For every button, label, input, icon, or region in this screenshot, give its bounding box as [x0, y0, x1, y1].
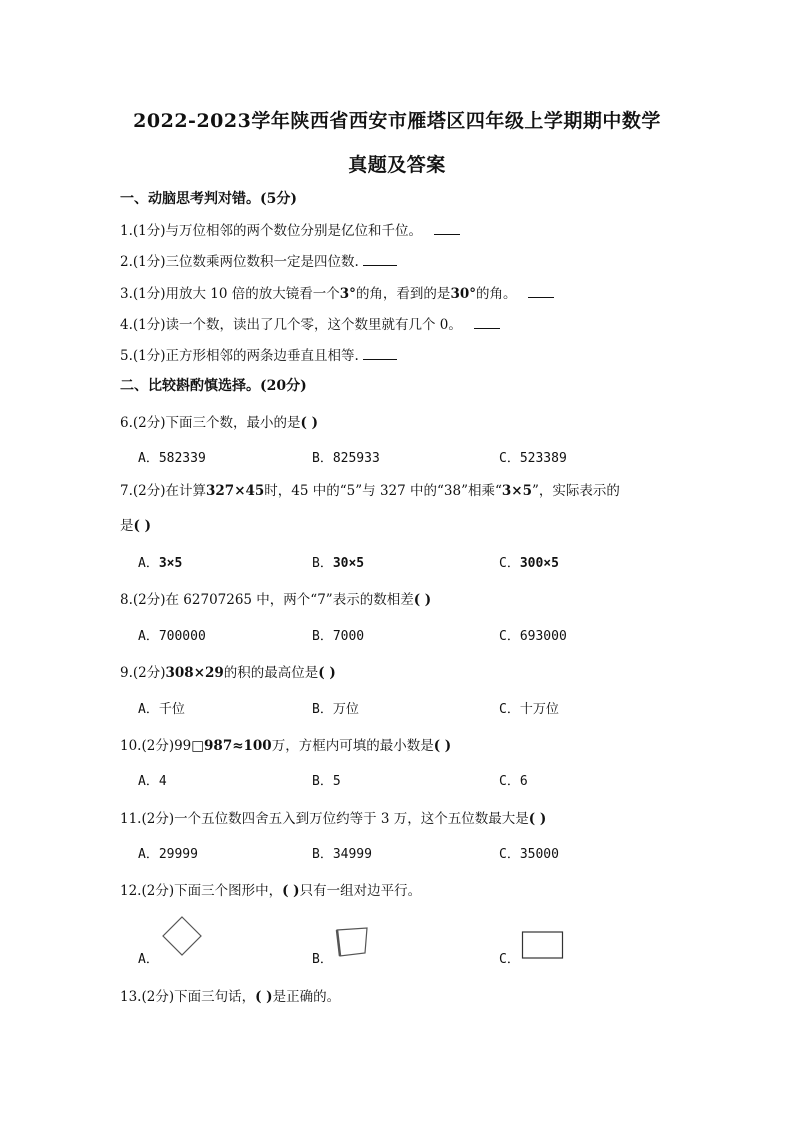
answer-parentheses[interactable]: ( )	[413, 592, 432, 608]
question-text: 在计算	[165, 483, 207, 499]
question-number: 1.(1分)	[120, 223, 166, 239]
question-10	[120, 734, 451, 754]
answer-parentheses[interactable]: ( )	[133, 518, 151, 534]
angle-value: 30°	[450, 286, 476, 302]
option-b[interactable]: B．7000	[312, 629, 365, 644]
answer-parentheses[interactable]: ( )	[528, 811, 547, 827]
trapezoid-figure[interactable]	[334, 926, 370, 960]
option-c[interactable]: C．6	[499, 774, 528, 789]
option-a[interactable]: A．582339	[138, 451, 206, 466]
question-text: 是	[120, 518, 134, 534]
question-text: 正方形相邻的两条边垂直且相等.	[165, 348, 359, 364]
option-letter: C．	[499, 556, 520, 571]
document-subtitle: 真题及答案	[348, 154, 446, 176]
question-number: 4.(1分)	[120, 317, 166, 333]
question-text: 时，45 中的“5”与 327 中的“38”相乘“	[264, 483, 502, 499]
option-b[interactable]: B．万位	[312, 702, 359, 717]
option-a[interactable]: A．	[138, 952, 159, 967]
question-text: ”，实际表示的	[532, 483, 620, 499]
question-number: 12.(2分)	[120, 883, 175, 899]
option-c[interactable]: C．35000	[499, 847, 559, 862]
option-b[interactable]: B．	[312, 952, 333, 967]
angle-value: 3°	[339, 286, 356, 302]
question-number: 10.(2分)	[120, 738, 175, 754]
answer-parentheses[interactable]: ( )	[300, 415, 318, 431]
question-text: 的角，看到的是	[355, 286, 451, 302]
option-a[interactable]: A．千位	[138, 702, 185, 717]
option-a[interactable]: A．700000	[138, 629, 206, 644]
rhombus-figure[interactable]	[160, 914, 204, 958]
section-heading-1: 一、动脑思考判对错。(5分)	[120, 191, 297, 207]
question-6	[120, 411, 318, 431]
question-text: 三位数乘两位数积一定是四位数.	[165, 254, 359, 270]
question-3	[120, 282, 554, 302]
question-11	[120, 807, 546, 827]
option-a[interactable]: A．4	[138, 774, 167, 789]
question-text: 在 62707265 中，两个“7”表示的数相差	[165, 592, 414, 608]
question-7	[120, 479, 620, 499]
option-value: 3×5	[158, 556, 183, 571]
question-text: 下面三个图形中，	[174, 883, 283, 899]
question-7-line2	[120, 514, 151, 534]
question-text: 下面三句话，	[174, 989, 256, 1005]
answer-parentheses[interactable]: ( )	[255, 989, 273, 1005]
option-b[interactable]: B．34999	[312, 847, 372, 862]
question-number: 9.(2分)	[120, 665, 166, 681]
question-5	[120, 344, 397, 364]
option-value: 300×5	[519, 556, 559, 571]
question-text: 与万位相邻的两个数位分别是亿位和千位。	[165, 223, 423, 239]
answer-parentheses[interactable]: ( )	[318, 665, 336, 681]
option-b[interactable]	[312, 552, 364, 571]
option-c[interactable]: C．	[499, 952, 520, 967]
question-text: 一个五位数四舍五入到万位约等于 3 万，这个五位数最大是	[174, 811, 529, 827]
option-b[interactable]: B．5	[312, 774, 341, 789]
question-8	[120, 588, 431, 608]
expression: 3×5	[501, 483, 533, 499]
option-b[interactable]: B．825933	[312, 451, 380, 466]
question-13	[120, 985, 340, 1005]
question-4	[120, 313, 500, 333]
answer-parentheses[interactable]: ( )	[433, 738, 452, 754]
question-1	[120, 219, 460, 239]
question-text: 用放大 10 倍的放大镜看一个	[165, 286, 340, 302]
question-number: 5.(1分)	[120, 348, 166, 364]
option-c[interactable]: C．693000	[499, 629, 567, 644]
question-text: 只有一组对边平行。	[299, 883, 422, 899]
option-c[interactable]	[499, 552, 559, 571]
option-value: 30×5	[332, 556, 365, 571]
question-text: 的积的最高位是	[223, 665, 319, 681]
question-number: 11.(2分)	[120, 811, 175, 827]
option-a[interactable]: A．29999	[138, 847, 198, 862]
question-number: 6.(2分)	[120, 415, 166, 431]
answer-blank[interactable]	[528, 285, 554, 298]
question-text: 是正确的。	[272, 989, 341, 1005]
question-text: 的角。	[475, 286, 517, 302]
question-text: 读一个数，读出了几个零，这个数里就有几个 0。	[165, 317, 462, 333]
option-letter: A．	[138, 556, 159, 571]
question-text: 下面三个数，最小的是	[165, 415, 301, 431]
answer-blank[interactable]	[363, 253, 397, 266]
question-number: 13.(2分)	[120, 989, 175, 1005]
answer-blank[interactable]	[434, 222, 460, 235]
answer-parentheses[interactable]: ( )	[282, 883, 300, 899]
question-number: 7.(2分)	[120, 483, 166, 499]
expression: 308×29	[165, 665, 224, 681]
section-heading-2: 二、比较斟酌慎选择。(20分)	[120, 378, 307, 394]
option-a[interactable]	[138, 552, 182, 571]
option-c[interactable]: C．523389	[499, 451, 567, 466]
document-title: 2022-2023学年陕西省西安市雁塔区四年级上学期期中数学	[133, 110, 661, 132]
answer-blank[interactable]	[363, 347, 397, 360]
expression: 987≈100	[204, 738, 272, 754]
rectangle-figure[interactable]	[521, 930, 565, 960]
question-12	[120, 879, 421, 899]
question-text: 99□	[174, 738, 205, 754]
option-letter: B．	[312, 556, 333, 571]
expression: 327×45	[206, 483, 265, 499]
question-number: 3.(1分)	[120, 286, 166, 302]
question-text: 万，方框内可填的最小数是	[271, 738, 434, 754]
question-number: 8.(2分)	[120, 592, 166, 608]
question-9	[120, 661, 336, 681]
question-number: 2.(1分)	[120, 254, 166, 270]
answer-blank[interactable]	[474, 316, 500, 329]
option-c[interactable]: C．十万位	[499, 702, 559, 717]
question-2	[120, 250, 397, 270]
